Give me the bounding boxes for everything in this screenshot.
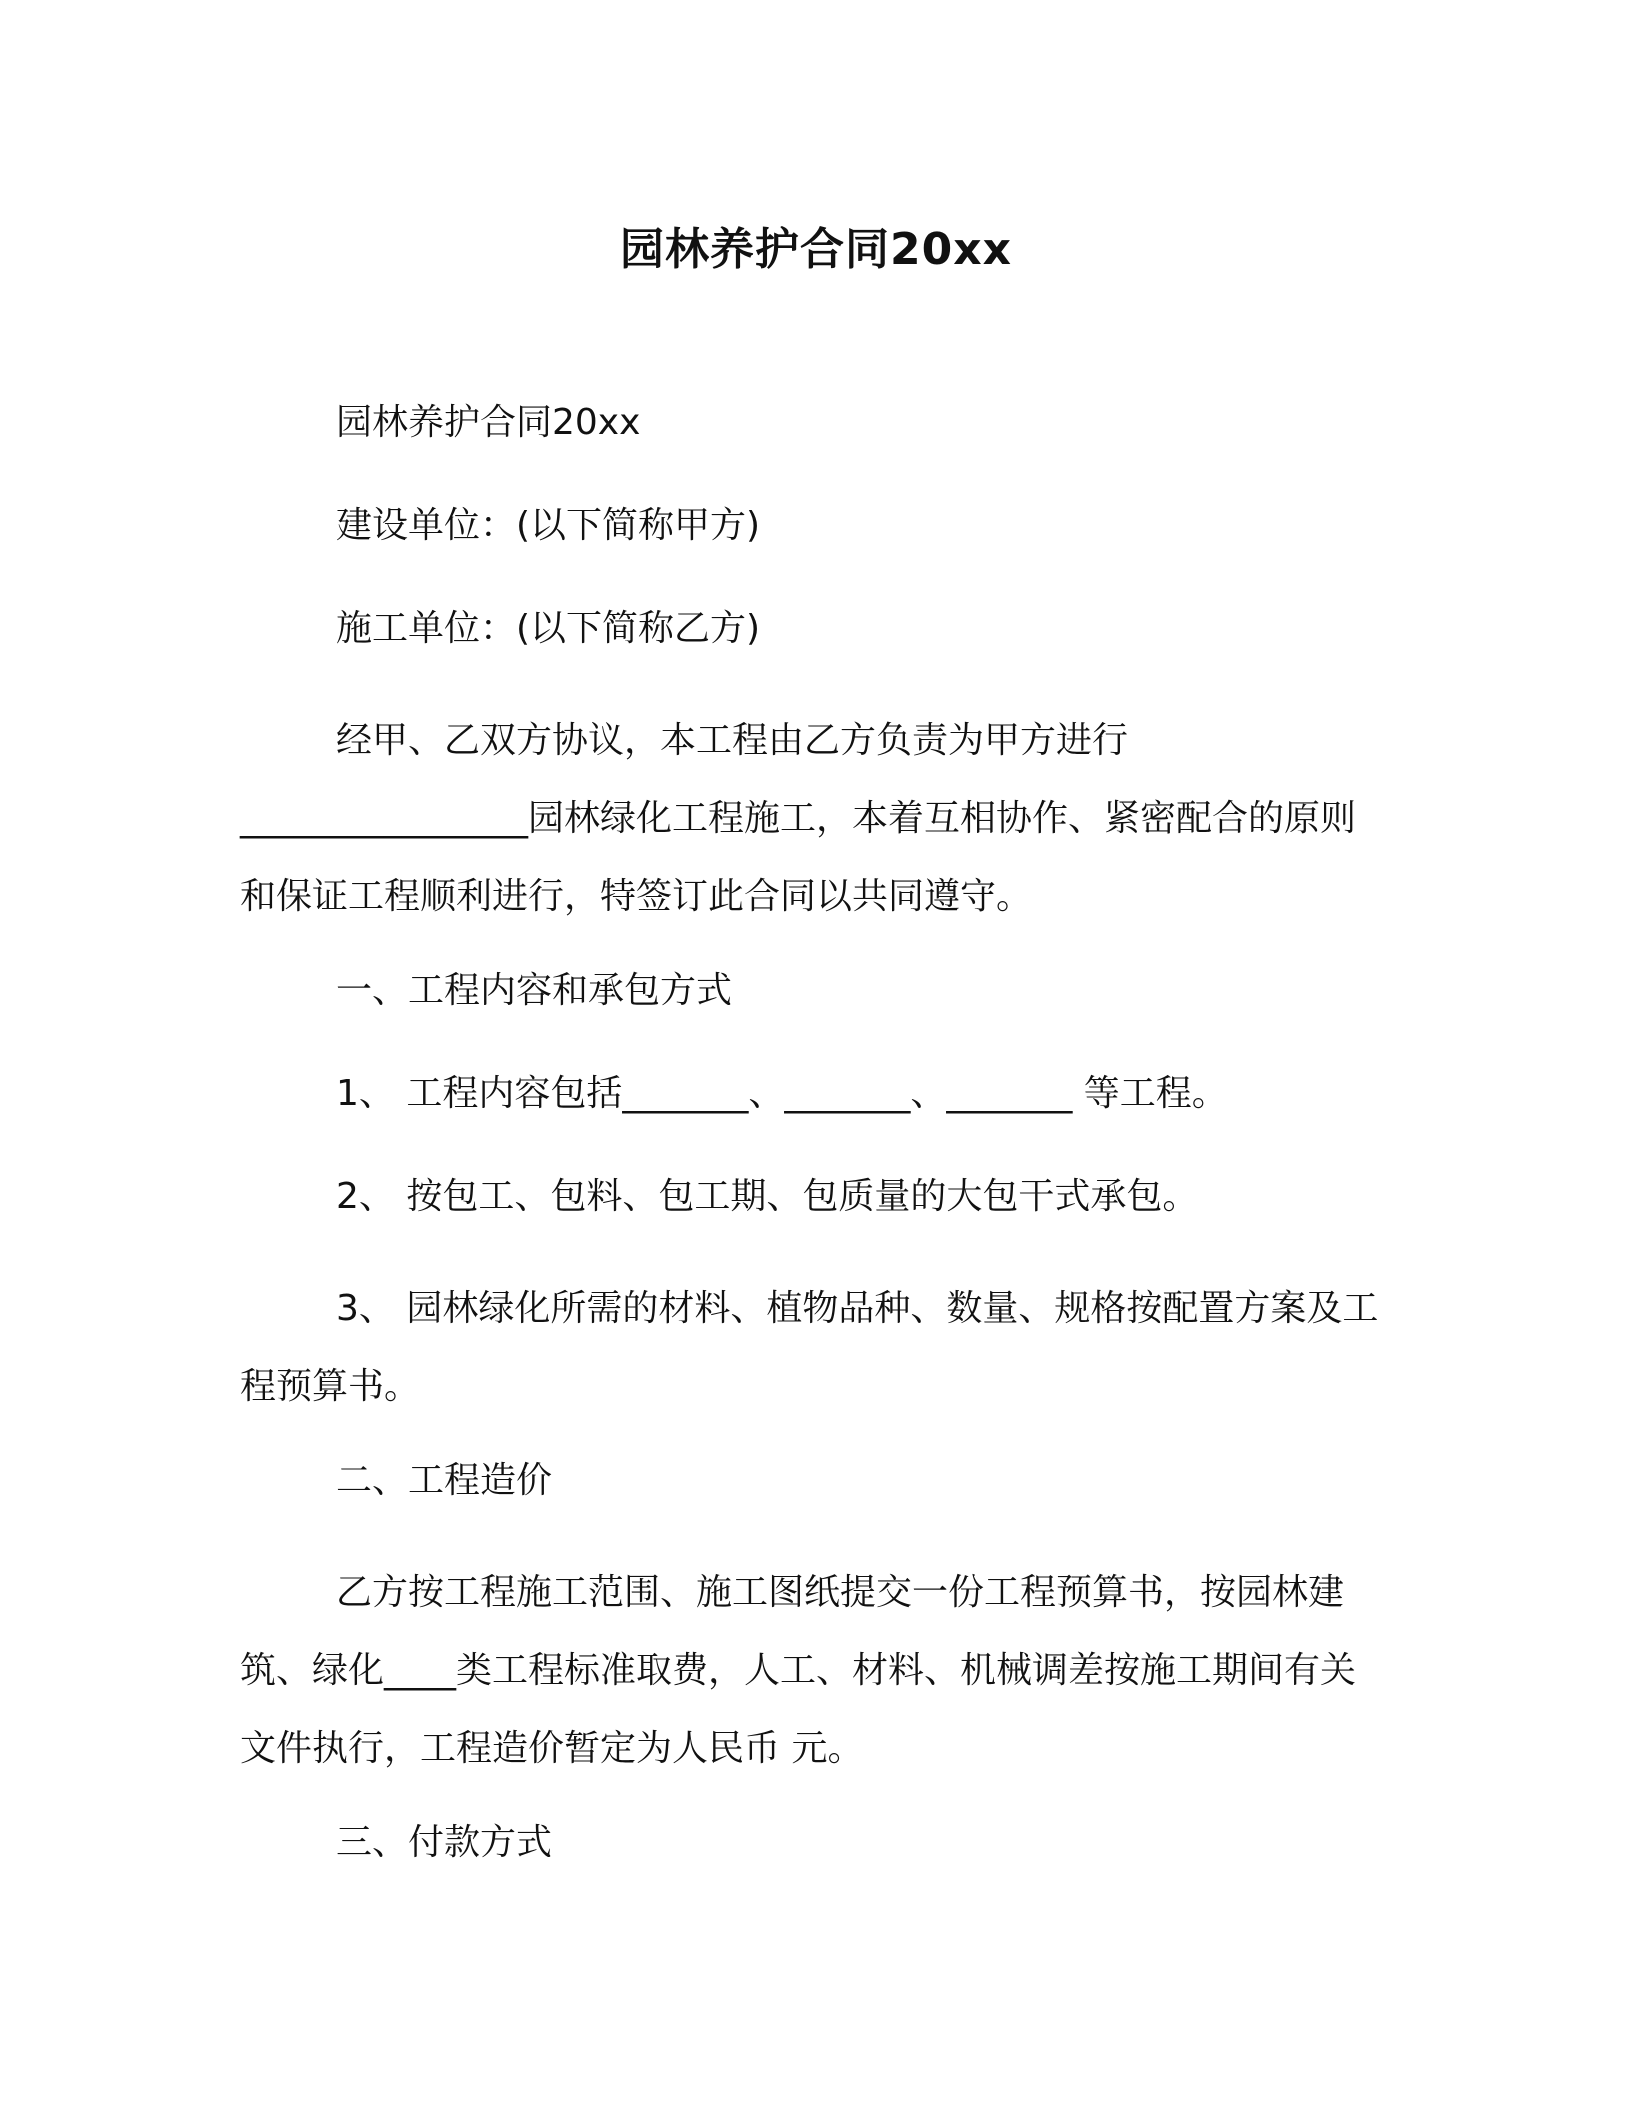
- section-1-item-2: 2、 按包工、包料、包工期、包质量的大包干式承包。: [336, 1176, 1199, 1217]
- section-2-heading: 二、工程造价: [336, 1460, 553, 1501]
- section-1-item-3: 3、 园林绿化所需的材料、植物品种、数量、规格按配置方案及工程预算书。: [240, 1288, 1379, 1407]
- section-2-body: 乙方按工程施工范围、施工图纸提交一份工程预算书，按园林建筑、绿化____类工程标准取费，人工、材料、机械调差按施工期间有关文件执行，工程造价暂定为人民币 元。: [240, 1572, 1357, 1769]
- section-1-item-1: 1、 工程内容包括_______、_______、_______ 等工程。: [336, 1073, 1228, 1114]
- intro-paragraph: 经甲、乙双方协议，本工程由乙方负责为甲方进行________________园林绿化工程施工，本着互相协作、紧密配合的原则和保证工程顺利进行，特签订此合同以共同遵守。: [240, 720, 1357, 917]
- document-title: 园林养护合同20xx: [620, 224, 1012, 275]
- section-1-heading: 一、工程内容和承包方式: [336, 970, 733, 1011]
- section-3-heading: 三、付款方式: [336, 1822, 553, 1863]
- document-subtitle: 园林养护合同20xx: [336, 402, 641, 443]
- party-a-line: 建设单位：(以下简称甲方): [336, 505, 761, 546]
- party-b-line: 施工单位：(以下简称乙方): [336, 608, 761, 649]
